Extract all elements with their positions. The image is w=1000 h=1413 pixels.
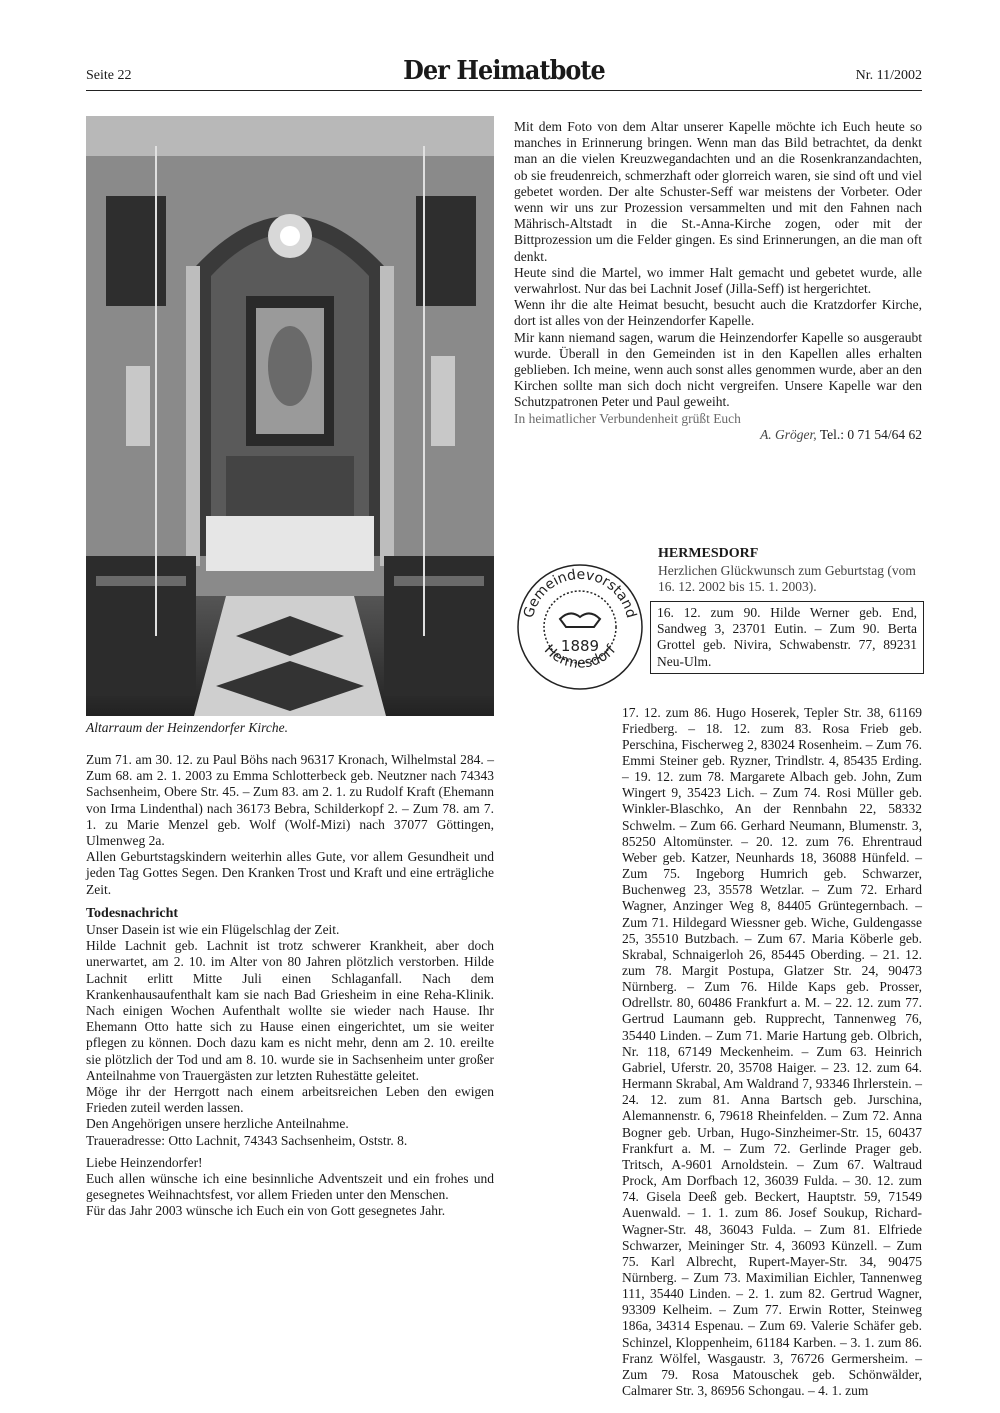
left-column <box>86 752 494 1220</box>
section-intro: Herzlichen Glückwunsch zum Geburtstag (vom 16. 12. 2002 bis 15. 1. 2003). <box>658 563 916 595</box>
wishes-paragraph: Allen Geburtstagskindern weiterhin alles Gute, vor allem Gesundheit und jeden Tag Gottes Segen. Den Kranken Trost und Kraft und eine erträgliche Zeit. <box>86 849 494 897</box>
author-phone: Tel.: 0 71 54/64 62 <box>816 426 922 442</box>
memories-paragraph: Mit dem Foto von dem Altar unserer Kapelle möchte ich Euch heute so manches in Erinnerung bringen. Wenn man das Bild betrachtet, da denkt man an die vielen Kreuzwegandachten und an die Rosenkranzandachten, ob sie freudenreich, schmerzhaft oder glorreich waren, sie sind oft und viel gebetet worden. Der alte Schuster-Seff war meistens der Vorbeter. Oder wenn wir uns zur Prozession versammelten und mit den Fahnen nach Mährisch-Altstadt in die St.-Anna-Kirche zogen, oder mit der Bittprozession um die Felder gingen. Es sind Erinnerungen, an die man oft denkt. <box>514 119 922 264</box>
stamp-text-top: Gemeindevorstand <box>520 566 640 620</box>
visit-paragraph: Wenn ihr die alte Heimat besucht, besucht auch die Kratzdorfer Kirche, dort ist alles von der Heinzendorfer Kapelle. <box>514 297 922 329</box>
page-number: Seite 22 <box>86 68 132 83</box>
advent-wishes: Euch allen wünsche ich eine besinnliche Adventszeit und ein frohes und gesegnetes Weihnachtsfest, vor allem Frieden unter den Menschen. <box>86 1171 494 1203</box>
birthday-list <box>514 691 922 1413</box>
municipal-stamp <box>514 561 646 693</box>
right-column <box>514 119 922 443</box>
altar-illustration <box>86 116 494 716</box>
signature-line <box>514 427 922 443</box>
highlight-box: 16. 12. zum 90. Hilde Werner geb. End, Sandweg 3, 23701 Eutin. – Zum 90. Berta Grottel geb. Nivira, Schwabenstr. 77, 89231 Neu-Ulm. <box>650 601 924 674</box>
condolence-text: Den Angehörigen unsere herzliche Anteilnahme. <box>86 1116 349 1132</box>
stamp-year: 1889 <box>560 637 600 655</box>
martel-paragraph: Heute sind die Martel, wo immer Halt gemacht und gebetet wurde, alle verwahrlost. Nur das bei Lachnit Josef (Jilla-Seff) ist hergerichtet. <box>514 264 922 297</box>
page-header <box>86 56 922 91</box>
author-name: A. Gröger, <box>760 426 817 442</box>
obituary-prayer: Möge ihr der Herrgott nach einem arbeitsreichen Leben den ewigen Frieden zuteil werden lassen. <box>86 1084 494 1116</box>
section-title: HERMESDORF <box>658 546 759 561</box>
obituary-quote: Unser Dasein ist wie ein Flügelschlag der Zeit. <box>86 922 340 938</box>
issue-number: Nr. 11/2002 <box>855 68 922 83</box>
hermesdorf-section <box>514 541 922 691</box>
masthead-title: Der Heimatbote <box>403 56 605 86</box>
obituary-heading: Todesnachricht <box>86 905 179 921</box>
chapel-paragraph: Mir kann niemand sagen, warum die Heinzendorfer Kapelle so ausgeraubt wurde. Überall in den Gemeinden ist in den Kapellen alles erhalten geblieben. Ich meine, wenn auch sonst alles genommen wurde, aber an den Kirchen sollte man sich doch nicht vergreifen. Unsere Kapelle war den Schutzpatronen Peter und Paul geweiht. <box>514 329 922 410</box>
closing-line: In heimatlicher Verbundenheit grüßt Euch <box>514 410 741 426</box>
handshake-icon <box>560 613 600 627</box>
stamp-text-bottom: Hermesdorf <box>540 641 620 672</box>
greeting-line: Liebe Heinzendorfer! <box>86 1154 203 1170</box>
altar-photo <box>86 116 494 716</box>
obituary-text: Hilde Lachnit geb. Lachnit ist trotz schwerer Krankheit, aber doch unerwartet, am 2. 10. im Alter von 80 Jahren plötzlich verstorben. Hilde Lachnit erlitt Mitte Juli einen Schlaganfall. Nach dem Krankenhausaufenthalt kam sie nach Bad Griesheim in eine Reha-Klinik. Nach einigen Wochen Aufenthalt wollte sie wieder nach Hause. Ihr Ehemann Otto hatte sich zu Hause einen eingerichtet, um sie weiter pflegen zu können. Doch dazu kam es nicht mehr, denn am 2. 10. ereilte sie plötzlich der Tod und am 8. 10. wurde sie in Sachsenheim unter großer Anteilnahme von Trauergästen zur letzten Ruhestätte geleitet. <box>86 938 494 1083</box>
birthday-list-text: 17. 12. zum 86. Hugo Hoserek, Tepler Str. 38, 61169 Friedberg. – 18. 12. zum 83. Rosa Frieb geb. Perschina, Fischerweg 2, 83024 Rosenheim. – Zum 76. Emmi Steiner geb. Ryzner, Trindlstr. 4, 85435 Erding. – 19. 12. zum 78. Margarete Albach geb. John, Zum Wingert 9, 35423 Lich. – Zum 74. Rosi Müller geb. Winkler-Blaschko, An der Rennbahn 22, 58332 Schwelm. – Zum 66. Gerhard Neumann, Blumenstr. 3, 85250 Altomünster. – 20. 12. zum 76. Ehrentraud Weber geb. Katzer, Neunhards 18, 36088 Hünfeld. – Zum 75. Ingeborg Humrich geb. Schwarzer, Buchenweg 23, 35578 Wetzlar. – Zum 72. Erhard Wagner, Anzinger Weg 8, 84405 Grüntegernbach. – Zum 71. Hildegard Wiessner geb. Wiche, Guldengasse 25, 35510 Butzbach. – Zum 67. Maria Köberle geb. Skrabal, Schnaigerloh 26, 85445 Oberding. – 21. 12. zum 78. Margit Postupa, Glatzer Str. 24, 90473 Nürnberg. – Zum 76. Hilde Kaps geb. Prosser, Odrellstr. 80, 60486 Frankfurt a. M. – 22. 12. zum 77. Gertrud Laumann geb. Rupprecht, Tannenweg 76, 35440 Linden. – Zum 71. Marie Hartung geb. Olbrich, Nr. 118, 67149 Meckenheim. – Zum 63. Heinrich Gabriel, Uferstr. 20, 35708 Haiger. – 23. 12. zum 64. Hermann Skrabal, Am Waldrand 7, 93346 Ihrlerstein. – 24. 12. zum 81. Anna Bartsch geb. Jurschina, Alemannenstr. 6, 79618 Rheinfelden. – Zum 72. Anna Bogner geb. Urban, Hugo-Sinzheimer-Str. 15, 60437 Frankfurt a. M. – Zum 72. Gerlinde Prager geb. Tritsch, A-9601 Arnoldstein. – Zum 67. Waltraud Prock, Am Dorfbach 12, 36039 Fulda. – 30. 12. zum 74. Gisela Deeß geb. Beckert, Hauptstr. 59, 71549 Auenwald. – 1. 1. zum 86. Josef Soukup, Richard-Wagner-Str. 48, 36043 Fulda. – Zum 81. Elfriede Schwarzer, Meininger Str. 4, 36093 Künzell. – Zum 75. Karl Albrecht, Rupert-Mayer-Str. 34, 90475 Nürnberg. – Zum 73. Maximilian Eichler, Tannenweg 111, 35440 Linden. – 2. 1. zum 82. Gertrud Wagner, 93309 Kelheim. – Zum 77. Erwin Rotter, Steinweg 186a, 34314 Espenau. – Zum 69. Valerie Schäfer geb. Schinzel, Kloppenheim, 61184 Karben. – 3. 1. zum 86. Franz Wölfel, Wasgaustr. 3, 76726 Germersheim. – Zum 79. Rosa Matouschek geb. Schönwälder, Calmarer Str. 3, 86956 Schongau. – 4. 1. zum <box>622 704 922 1399</box>
new-year-wishes: Für das Jahr 2003 wünsche ich Euch ein von Gott gesegnetes Jahr. <box>86 1203 446 1219</box>
birthday-paragraph: Zum 71. am 30. 12. zu Paul Böhs nach 96317 Kronach, Wilhelmstal 284. – Zum 68. am 2. 1. 2003 zu Emma Schlotterbeck geb. Neutzner nach 74343 Sachsenheim, Obere Str. 45. – Zum 83. am 2. 1. zu Rudolf Kraft (Ehemann von Irma Lindenthal) nach 36173 Bebra, Schilderkopf 2. – Zum 78. am 7. 1. zu Marie Menzel geb. Wolf (Wolf-Mizi) nach 37077 Göttingen, Ulmenweg 2a. <box>86 752 494 849</box>
mourning-address: Traueradresse: Otto Lachnit, 74343 Sachsenheim, Oststr. 8. <box>86 1132 408 1148</box>
photo-caption: Altarraum der Heinzendorfer Kirche. <box>86 720 288 735</box>
